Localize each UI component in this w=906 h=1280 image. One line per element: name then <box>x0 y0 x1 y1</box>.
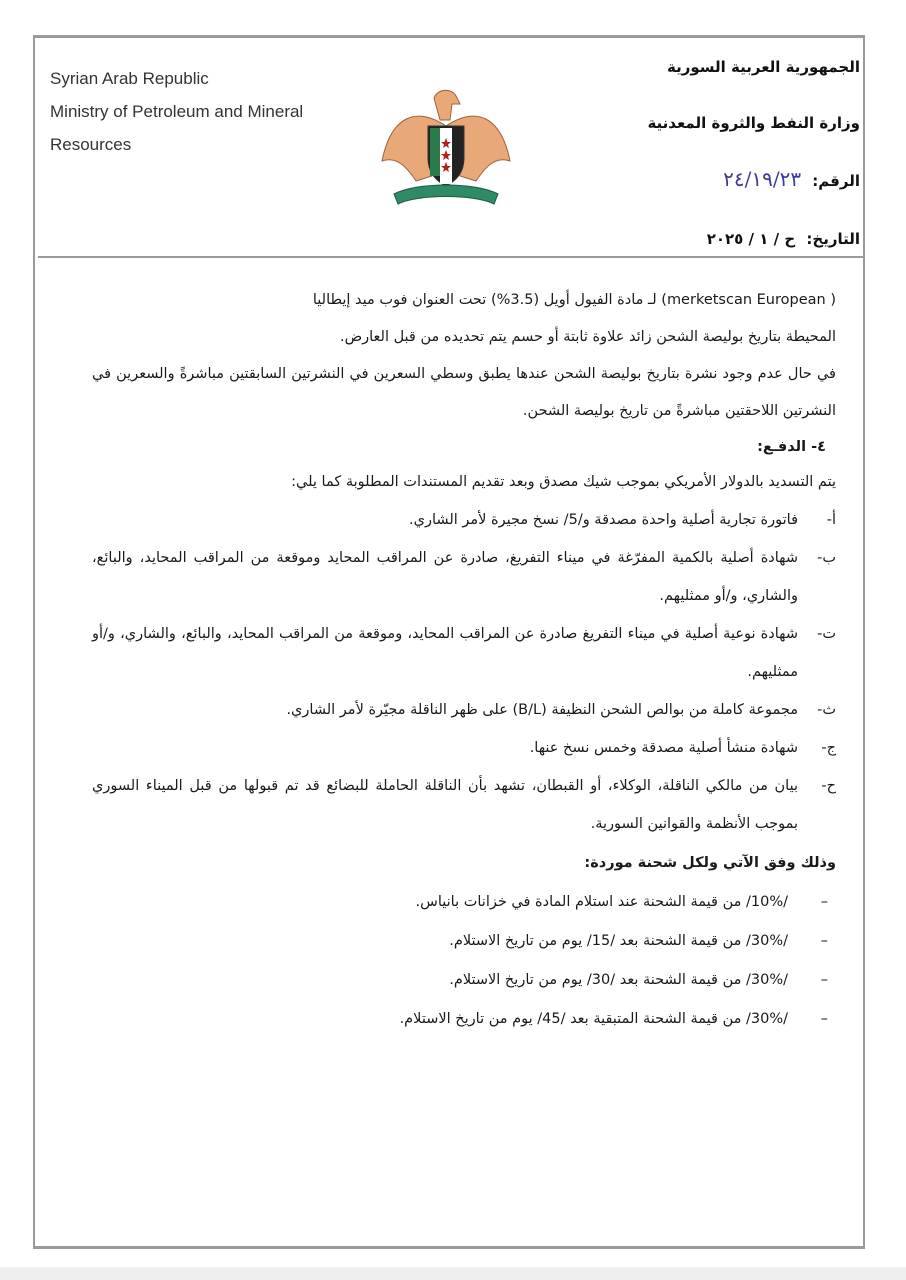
pricing-paragraph-line2: المحيطة بتاريخ بوليصة الشحن زائد علاوة ثابتة أو حسم يتم تحديده من قبل العارض. <box>339 329 836 345</box>
document-item <box>92 615 836 691</box>
item-text: شهادة نوعية أصلية في ميناء التفريغ صادرة عن المراقب المحايد، وموقعة من المراقب المحايد، والبائع، والشاري، و/أو ممثليهم. <box>92 626 798 680</box>
dash-marker: – <box>820 933 828 949</box>
reference-label: الرقم: <box>812 172 860 190</box>
date-value: ح / ١ / ٢٠٢٥ <box>706 230 796 248</box>
english-letterhead <box>50 62 303 161</box>
document-item <box>92 767 836 843</box>
item-marker: أ- <box>826 512 836 528</box>
country-name-en: Syrian Arab Republic <box>50 69 209 88</box>
item-marker: ث- <box>817 702 836 718</box>
ministry-name-en-line1: Ministry of Petroleum and Mineral <box>50 102 304 121</box>
schedule-text: /30%/ من قيمة الشحنة المتبقية بعد /45/ يوم من تاريخ الاستلام. <box>399 1011 788 1027</box>
pricing-paragraph-line1: ( merketscan European) لـ مادة الفيول أويل (3.5%) تحت العنوان فوب ميد إيطاليا <box>312 292 836 308</box>
dash-marker: – <box>820 972 828 988</box>
payment-schedule-item <box>92 1000 828 1039</box>
document-item <box>92 691 836 729</box>
item-text: شهادة أصلية بالكمية المفرّغة في ميناء التفريغ، صادرة عن المراقب المحايد وموقعة من المراقب المحايد، والبائع، والشاري، و/أو ممثليهم. <box>92 550 798 604</box>
ministry-name-en-line2: Resources <box>50 135 132 154</box>
schedule-text: /10%/ من قيمة الشحنة عند استلام المادة في خزانات بانياس. <box>415 894 788 910</box>
payment-intro: يتم التسديد بالدولار الأمريكي بموجب شيك مصدق وبعد تقديم المستندات المطلوبة كما يلي: <box>291 474 836 490</box>
ministry-name-ar: وزارة النفط والثروة المعدنية <box>647 114 860 132</box>
arabic-letterhead <box>647 52 860 280</box>
schedule-text: /30%/ من قيمة الشحنة بعد /15/ يوم من تاريخ الاستلام. <box>449 933 788 949</box>
payment-schedule-item <box>92 961 828 1000</box>
date-row <box>647 224 860 280</box>
syrian-eagle-emblem-icon <box>376 86 516 210</box>
reference-number-handwritten: ٢٤/١٩/٢٣ <box>723 167 802 191</box>
item-text: بيان من مالكي الناقلة، الوكلاء، أو القبطان، تشهد بأن الناقلة الحاملة للبضائع قد تم قبولها من قبل الميناء السوري بموجب الأنظمة والقوانين السورية. <box>92 778 798 832</box>
payment-schedule-item <box>92 883 828 922</box>
item-marker: ب- <box>817 550 836 566</box>
reference-number-row <box>647 164 860 224</box>
item-marker: ت- <box>817 626 836 642</box>
document-item <box>92 729 836 767</box>
no-bulletin-paragraph: في حال عدم وجود نشرة بتاريخ بوليصة الشحن عندها يطبق وسطي السعرين في النشرتين السابقتين مباشرةً والسعرين في النشرتين اللاحقتين مباشرةً من تاريخ بوليصة الشحن. <box>92 366 836 419</box>
item-marker: ج- <box>821 740 836 756</box>
dash-marker: – <box>820 894 828 910</box>
item-marker: ح- <box>821 778 836 794</box>
document-item <box>92 501 836 539</box>
item-text: شهادة منشأ أصلية مصدقة وخمس نسخ عنها. <box>529 740 798 756</box>
country-name-ar: الجمهورية العربية السورية <box>667 58 860 76</box>
document-body <box>92 282 836 1039</box>
dash-marker: – <box>820 1011 828 1027</box>
item-text: فاتورة تجارية أصلية واحدة مصدقة و/5/ نسخ مجيرة لأمر الشاري. <box>409 512 798 528</box>
schedule-text: /30%/ من قيمة الشحنة بعد /30/ يوم من تاريخ الاستلام. <box>449 972 788 988</box>
payment-schedule-title: وذلك وفق الآتي ولكل شحنة موردة: <box>584 855 836 871</box>
payment-schedule-item <box>92 922 828 961</box>
page-bottom-strip <box>0 1267 906 1280</box>
document-item <box>92 539 836 615</box>
item-text: مجموعة كاملة من بوالص الشحن النظيفة (B/L) على ظهر الناقلة مجيّرة لأمر الشاري. <box>286 702 798 718</box>
section-payment-heading: ٤- الدفـع: <box>757 439 826 455</box>
date-label: التاريخ: <box>806 230 860 248</box>
